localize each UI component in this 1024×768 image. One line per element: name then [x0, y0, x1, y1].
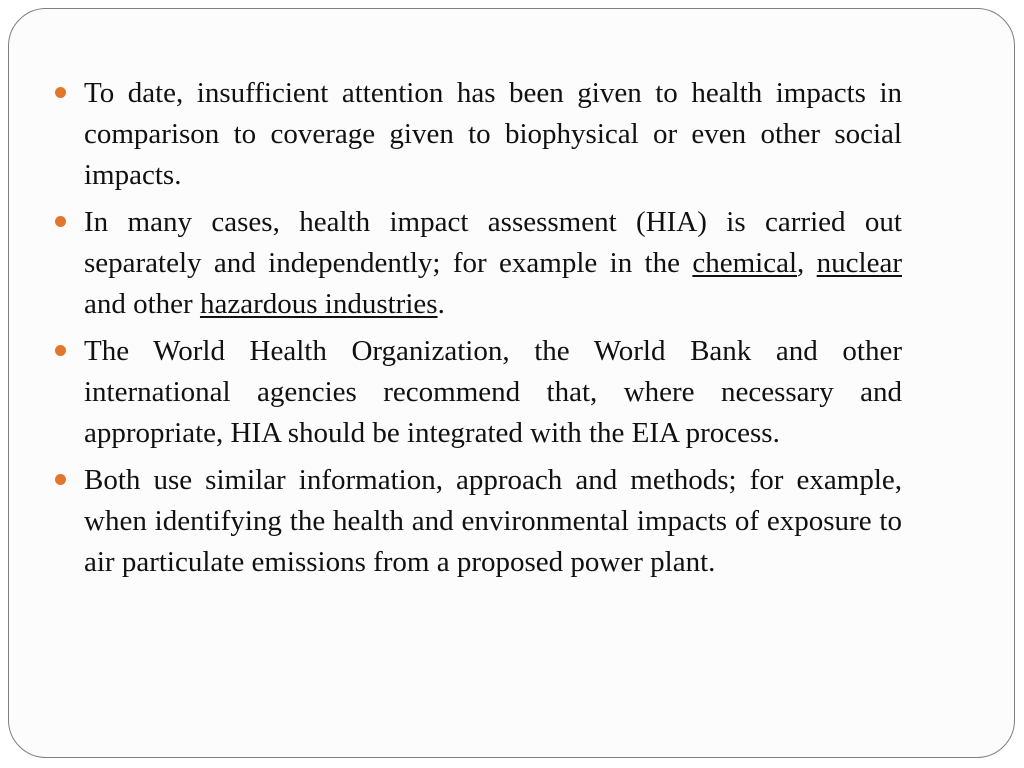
bullet-dot-icon: [55, 345, 66, 356]
bullet-item-3: [0, 331, 1024, 454]
bullet-2-intro: In many cases, health impact assessment (HIA) is carried out separately and independently; for example in the: [84, 206, 902, 279]
bullet-item-1: [0, 73, 1024, 196]
bullet-text-4: Both use similar information, approach and methods; for example, when identifying the health and environmental impacts of exposure to air particulate emissions from a proposed power plant.: [84, 464, 902, 578]
hazardous-industries-link[interactable]: hazardous industries: [199, 288, 438, 320]
bullet-item-2: [0, 202, 1024, 325]
bullet-text-2: [84, 202, 902, 325]
nuclear-link[interactable]: nuclear: [816, 247, 902, 279]
bullet-list: [0, 73, 1024, 589]
bullet-2-separator-1: ,: [797, 247, 817, 279]
bullet-2-end: .: [437, 288, 445, 320]
bullet-text-3: The World Health Organization, the World Bank and other international agencies recommend that, where necessary and appropriate, HIA should be integrated with the EIA process.: [84, 335, 902, 449]
bullet-dot-icon: [55, 87, 66, 98]
bullet-text-1: To date, insufficient attention has been given to health impacts in comparison to coverage given to biophysical or even other social impacts.: [84, 77, 902, 191]
bullet-dot-icon: [55, 474, 66, 485]
bullet-item-4: [0, 460, 1024, 583]
chemical-link[interactable]: chemical: [692, 247, 798, 279]
bullet-dot-icon: [55, 216, 66, 227]
bullet-2-separator-2: and other: [84, 288, 200, 320]
